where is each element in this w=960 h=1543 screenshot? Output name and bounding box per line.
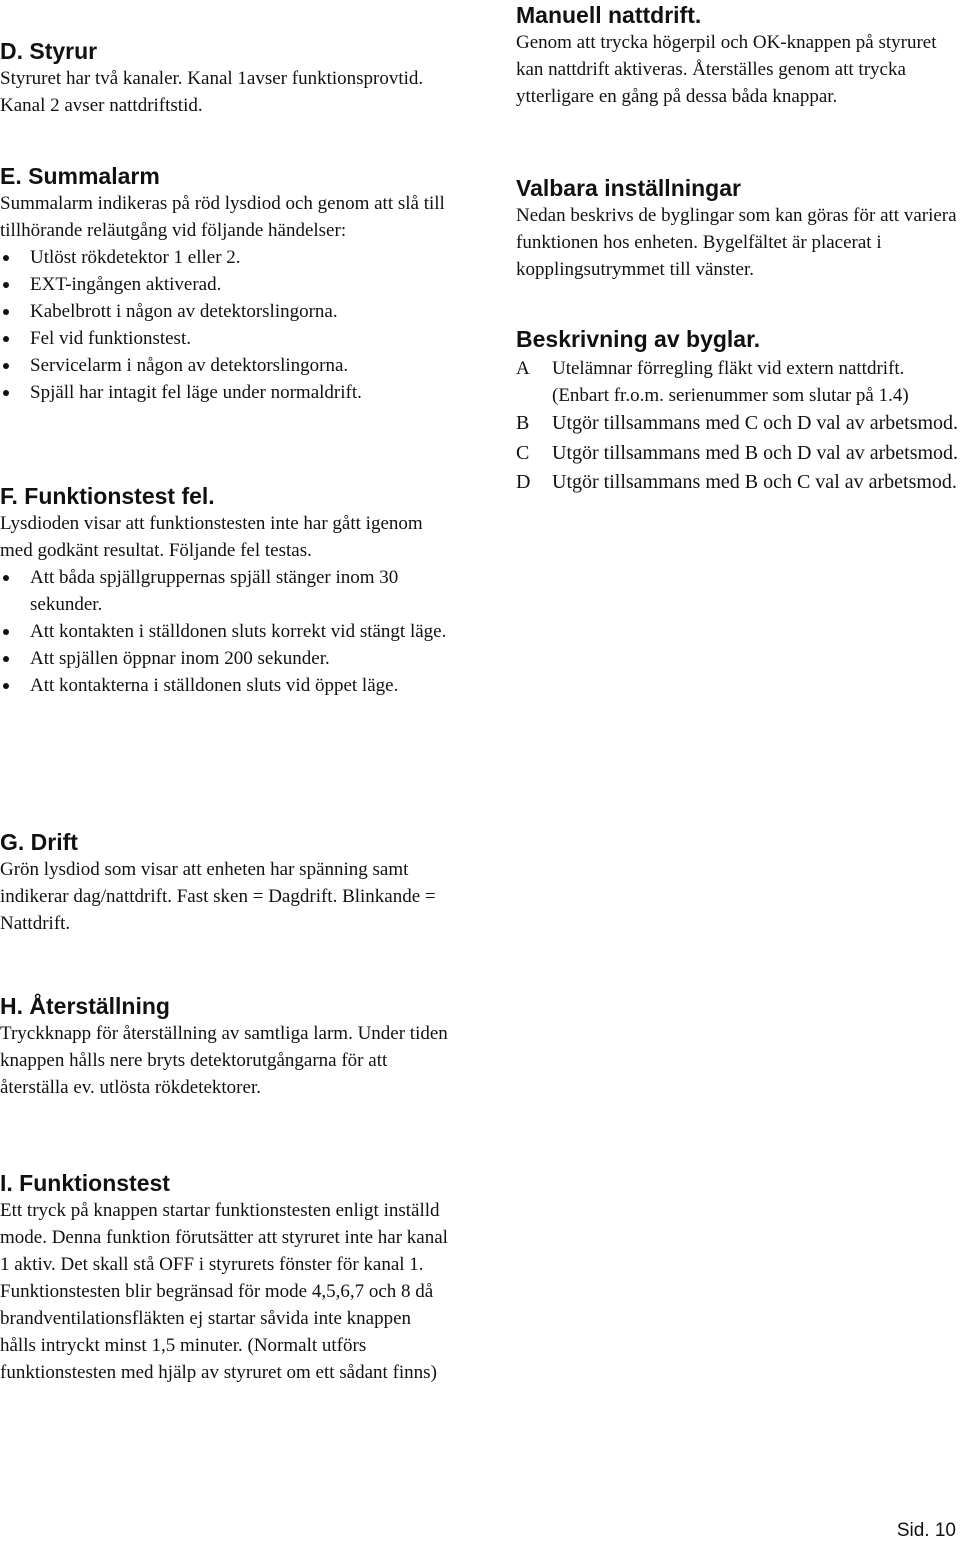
section-d (0, 38, 450, 119)
jumper-item-c (516, 439, 960, 469)
list-item: Utlöst rökdetektor 1 eller 2. (0, 244, 450, 271)
list-item: Kabelbrott i någon av detektorslingorna. (0, 298, 450, 325)
list-item: Spjäll har intagit fel läge under normaldrift. (0, 379, 450, 406)
list-item: Att kontakterna i ställdonen sluts vid öppet läge. (0, 672, 450, 699)
section-e-text: Summalarm indikeras på röd lysdiod och genom att slå till tillhörande reläutgång vid följande händelser: (0, 193, 445, 241)
section-e-list (0, 244, 450, 406)
page-number: Sid. 10 (896, 1520, 956, 1541)
section-d-text: Styruret har två kanaler. Kanal 1avser funktionsprovtid. Kanal 2 avser nattdriftstid. (0, 68, 424, 116)
list-item: Att båda spjällgruppernas spjäll stänger inom 30 sekunder. (0, 564, 450, 618)
section-g-heading: G. Drift (0, 829, 78, 855)
section-e (0, 163, 450, 406)
section-i-heading: I. Funktionstest (0, 1170, 170, 1196)
jumper-letter: C (516, 441, 530, 464)
optional-settings-section (516, 175, 960, 283)
jumper-text: Utgör tillsammans med C och D val av arbetsmod. (552, 412, 959, 434)
jumper-text: Utgör tillsammans med B och C val av arbetsmod. (552, 471, 957, 493)
section-f-list (0, 564, 450, 699)
manual-night-heading: Manuell nattdrift. (516, 2, 702, 28)
jumper-text: Utelämnar förregling fläkt vid extern nattdrift. (Enbart fr.o.m. serienummer som slutar på 1.4) (552, 358, 909, 406)
jumper-letter: A (516, 358, 530, 379)
jumper-item-a (516, 355, 960, 409)
jumper-item-d (516, 468, 960, 498)
list-item: Att spjällen öppnar inom 200 sekunder. (0, 645, 450, 672)
optional-settings-text: Nedan beskrivs de byglingar som kan göras för att variera funktionen hos enheten. Bygelfältet är placerat i kopplingsutrymmet till vänster. (516, 205, 957, 280)
jumper-letter: B (516, 412, 530, 434)
section-f-text: Lysdioden visar att funktionstesten inte har gått igenom med godkänt resultat. Följande fel testas. (0, 513, 423, 561)
list-item: Fel vid funktionstest. (0, 325, 450, 352)
section-d-heading: D. Styrur (0, 38, 98, 64)
jumper-text: Utgör tillsammans med B och D val av arbetsmod. (552, 441, 959, 464)
section-i-text: Ett tryck på knappen startar funktionstesten enligt inställd mode. Denna funktion förutsätter att styruret inte har kanal 1 aktiv. Det skall stå OFF i styrurets fönster för kanal 1. Funktionstesten blir begränsad för mode 4,5,6,7 och 8 då brandventilationsfläkten ej startar såvida inte knappen hålls intryckt minst 1,5 minuter. (Normalt utförs funktionstesten med hjälp av styruret om ett sådant finns) (0, 1200, 448, 1383)
manual-night-text: Genom att trycka högerpil och OK-knappen på styruret kan nattdrift aktiveras. Återställes genom att trycka ytterligare en gång på dessa båda knappar. (516, 32, 937, 107)
list-item: EXT-ingången aktiverad. (0, 271, 450, 298)
section-g (0, 829, 450, 937)
optional-settings-heading: Valbara inställningar (516, 175, 741, 201)
manual-night-section (516, 2, 960, 110)
section-h (0, 993, 450, 1101)
section-h-heading: H. Återställning (0, 993, 170, 1019)
section-f (0, 483, 450, 699)
jumper-item-b (516, 409, 960, 439)
jumpers-section (516, 326, 960, 498)
jumpers-heading: Beskrivning av byglar. (516, 326, 761, 352)
section-f-heading: F. Funktionstest fel. (0, 483, 215, 509)
jumper-letter: D (516, 471, 531, 493)
list-item: Att kontakten i ställdonen sluts korrekt vid stängt läge. (0, 618, 450, 645)
section-e-heading: E. Summalarm (0, 163, 160, 189)
list-item: Servicelarm i någon av detektorslingorna. (0, 352, 450, 379)
section-i (0, 1170, 450, 1386)
section-g-text: Grön lysdiod som visar att enheten har spänning samt indikerar dag/nattdrift. Fast sken = Dagdrift. Blinkande = Nattdrift. (0, 859, 436, 934)
section-h-text: Tryckknapp för återställning av samtliga larm. Under tiden knappen hålls nere bryts detektorutgångarna för att återställa ev. utlösta rökdetektorer. (0, 1023, 448, 1098)
